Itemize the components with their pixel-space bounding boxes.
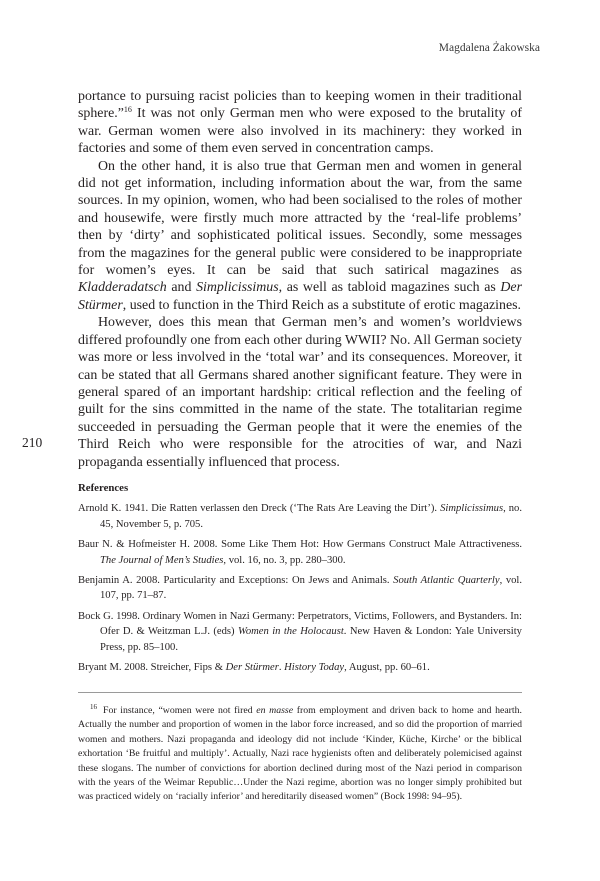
reference-text: Bryant M. 2008. Streicher, Fips & [78,662,226,674]
body-paragraph-1-text: portance to pursuing racist policies than to keeping women in their traditional sphere.” [78,89,522,122]
body-paragraph-2-text-4: , used to function in the Third Reich as a substitute of erotic magazines. [122,297,521,313]
footnote-text: For instance, “women were not fired [103,705,257,716]
reference-entry [78,501,522,532]
magazine-title-simplicissimus: Simplicissimus [196,280,279,296]
reference-text: Benjamin A. 2008. Particularity and Exceptions: On Jews and Animals. [78,575,394,587]
reference-separator: . [278,662,285,674]
references-section [78,481,522,680]
reference-text: Baur N. & Hofmeister H. 2008. Some Like Them Hot: How Germans Construct Male Attractiveness. [78,539,522,551]
reference-entry [78,609,522,655]
body-text [78,88,522,471]
footnote-divider [78,692,522,693]
footnote-paragraph [78,704,522,805]
body-paragraph-3: However, does this mean that German men’s and women’s worldviews differed profoundly one from each other during WWII? No. All German society was more or less involved in the ‘total war’ and its consequences. Moreover, it can be stated that all Germans shared another significant feature. They were in general spared of an important hardship: critical reflection and the feeling of guilt for the sins committed in the name of the state. The totalitarian regime succeeded in persuading the German people that it were the enemies of the Third Reich who were responsible for the atrocities of war, and Nazi propaganda essentially influenced that process. [78,315,522,470]
reference-details: , no. 45, November 5, p. 705. [100,503,522,530]
reference-text: Arnold K. 1941. Die Ratten verlassen den Dreck (‘The Rats Are Leaving the Dirt’). [78,503,441,515]
reference-source-title: Simplicissimus [440,503,504,515]
reference-entry [78,537,522,568]
magazine-title-der-sturmer: Der Stürmer [78,280,522,313]
footnote [78,704,522,805]
reference-source-title: South Atlantic Quarterly [393,575,500,587]
body-paragraph-2-text-3: , as well as tabloid magazines such as [278,280,501,296]
references-heading: References [78,482,129,494]
reference-entry [78,660,522,675]
reference-source-title-2: History Today [284,662,345,674]
running-head: Magdalena Żakowska [438,42,540,54]
body-paragraph-2-text: On the other hand, it is also true that German men and women in general did not get information, including information about the war, from the same sources. In my opinion, women, who had been socialised to the roles of mother and housewife, were firstly much more attracted by the ‘real-life problems’ then by ‘dirty’ and sophisticated political issues. Secondly, some messages from the magazines for the general public were considered to be inappropriate for women’s eyes. It can be said that such satirical magazines as [78,158,522,279]
reference-text: Bock G. 1998. Ordinary Women in Nazi Germany: Perpetrators, Victims, Followers, and Bystanders. In: Ofer D. & Weitzman L.J. (eds) [78,610,522,638]
reference-details: . New Haven & London: Yale University Press, pp. 85–100. [100,626,522,653]
magazine-title-kladderadatsch: Kladderadatsch [78,280,167,296]
body-paragraph-2 [78,158,522,315]
reference-details: , vol. 16, no. 3, pp. 280–300. [223,554,346,566]
body-paragraph-2-text-2: and [166,280,197,296]
reference-details: , August, pp. 60–61. [344,662,430,674]
body-paragraph-1-text-2: It was not only German men who were exposed to the brutality of war. German women were also involved in its machinery: they worked in factories and some of them even served in concentration camps. [78,106,522,157]
reference-details: , vol. 107, pp. 71–87. [100,575,523,602]
footnote-text-2: from employment and driven back to home and hearth. Actually the number and proportion of women in the labor force increased, and so did the proportion of married women and mothers. Nazi propaganda and ideology did not include ‘Kinder, Küche, Kirche’ or the biblical exhortation ‘Be fruitful and multiply’. Actually, Nazi race hygienists often and deliberately polemicised against these slogans. The number of convictions for abortion declined during most of the Nazi period in comparison with the years of the Weimar Republic…Under the Nazi regime, abortion was no longer simply prohibited but was practiced widely on ‘racially inferior’ and hereditarily diseased women” (Bock 1998: 94–95). [78,705,523,803]
reference-source-title: Women in the Holocaust [238,626,344,638]
footnote-reference: 16 [123,105,132,115]
body-paragraph-1 [78,88,522,158]
reference-source-title: The Journal of Men’s Studies [100,554,224,566]
reference-source-title: Der Stürmer [225,662,279,674]
footnote-italic-phrase: en masse [256,705,294,716]
footnote-number: 16 [90,703,97,711]
page-number: 210 [22,435,43,450]
reference-entry [78,573,522,604]
